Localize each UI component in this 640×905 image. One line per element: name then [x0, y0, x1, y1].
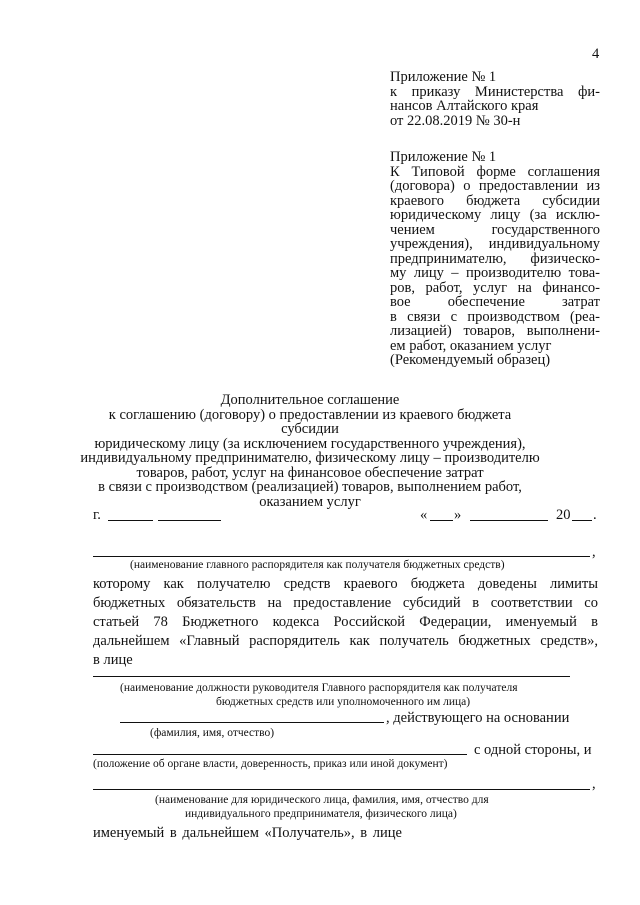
appendix-2-line: учреждения), индивидуальному [390, 236, 600, 252]
heading-line: товаров, работ, услуг на финансовое обеспечение затрат [136, 464, 484, 481]
document-heading [80, 393, 540, 509]
caption-authority-doc: (положение об органе власти, доверенность, приказ или иной документ) [93, 758, 448, 770]
appendix-2-line: юридическому лицу (за исклю- [390, 207, 600, 223]
named-recipient: именуемый в дальнейшем «Получатель», в лице [93, 825, 402, 841]
caption-fio: (фамилия, имя, отчество) [150, 727, 275, 739]
heading-line: в связи с производством (реализацией) товаров, выполнением работ, [98, 479, 522, 495]
paragraph [93, 575, 598, 670]
year-prefix: 20 [556, 507, 571, 523]
appendix-1-block [390, 70, 600, 128]
comma: , [592, 544, 596, 560]
page-number: 4 [592, 46, 600, 62]
appendix-1-line: от 22.08.2019 № 30-н [390, 112, 521, 129]
appendix-2-line: краевого бюджета субсидии [390, 192, 600, 209]
appendix-2-line: чением государственного [390, 221, 600, 238]
day-blank[interactable] [430, 520, 453, 521]
heading-line: оказанием услуг [259, 493, 361, 510]
caption-recipient: индивидуального предпринимателя, физического лица) [185, 808, 457, 820]
heading-line: индивидуальному предпринимателю, физическому лицу – производителю [80, 450, 540, 466]
position-blank[interactable] [93, 676, 570, 677]
paragraph-line: статьей 78 Бюджетного кодекса Российской Федерации, именуемый в [93, 614, 598, 630]
city-prefix: г. [93, 507, 101, 523]
heading-line: к соглашению (договору) о предоставлении из краевого бюджета субсидии [108, 406, 512, 437]
caption-manager: (наименование главного распорядителя как получателя бюджетных средств) [130, 559, 505, 571]
heading-line: юридическому лицу (за исключением государственного учреждения), [94, 435, 526, 452]
appendix-2-line: ров, работ, услуг на финансо- [390, 279, 600, 296]
date-period: . [593, 507, 597, 523]
paragraph-line: бюджетных обязательств на предоставление субсидий в соответствии со [93, 595, 598, 611]
appendix-1-title: Приложение № 1 [390, 69, 497, 85]
heading-title: Дополнительное соглашение [220, 392, 400, 408]
appendix-1-line: нансов Алтайского края [390, 98, 539, 114]
day-quote-open: « [420, 507, 428, 523]
appendix-2-line: (Рекомендуемый образец) [390, 352, 551, 368]
one-side: с одной стороны, и [474, 742, 592, 758]
comma: , [592, 776, 596, 792]
appendix-1-line: к приказу Министерства фи- [390, 83, 600, 100]
authority-doc-blank[interactable] [93, 754, 467, 755]
appendix-2-line: ем работ, оказанием услуг [390, 337, 552, 354]
day-quote-close: » [454, 507, 462, 523]
year-blank[interactable] [572, 520, 592, 521]
appendix-2-title: Приложение № 1 [390, 149, 497, 165]
caption-recipient: (наименование для юридического лица, фамилия, имя, отчество для [155, 794, 489, 806]
city-blank-2[interactable] [158, 520, 221, 521]
appendix-2-line: предпринимателю, физическо- [390, 250, 600, 267]
city-blank[interactable] [108, 520, 153, 521]
caption-position: бюджетных средств или уполномоченного им лица) [216, 696, 471, 708]
recipient-blank[interactable] [93, 789, 590, 790]
fio-blank[interactable] [120, 722, 384, 723]
appendix-2-line: лизацией) товаров, выполнени- [390, 323, 600, 339]
appendix-2-line: вое обеспечение затрат [390, 294, 600, 310]
appendix-2-block [390, 150, 600, 368]
month-blank[interactable] [470, 520, 548, 521]
manager-name-blank[interactable] [93, 556, 590, 557]
caption-position: (наименование должности руководителя Главного распорядителя как получателя [120, 682, 518, 694]
acting-basis: , действующего на основании [386, 710, 570, 726]
appendix-2-line: му лицу – производителю това- [390, 265, 600, 281]
appendix-2-line: (договора) о предоставлении из [390, 178, 600, 194]
paragraph-line: дальнейшем «Главный распорядитель как получатель бюджетных средств», [93, 633, 598, 649]
paragraph-line: в лице [93, 652, 133, 668]
appendix-2-line: в связи с производством (реа- [390, 308, 600, 325]
appendix-2-line: К Типовой форме соглашения [390, 163, 600, 180]
paragraph-line: которому как получателю средств краевого бюджета доведены лимиты [93, 576, 598, 592]
